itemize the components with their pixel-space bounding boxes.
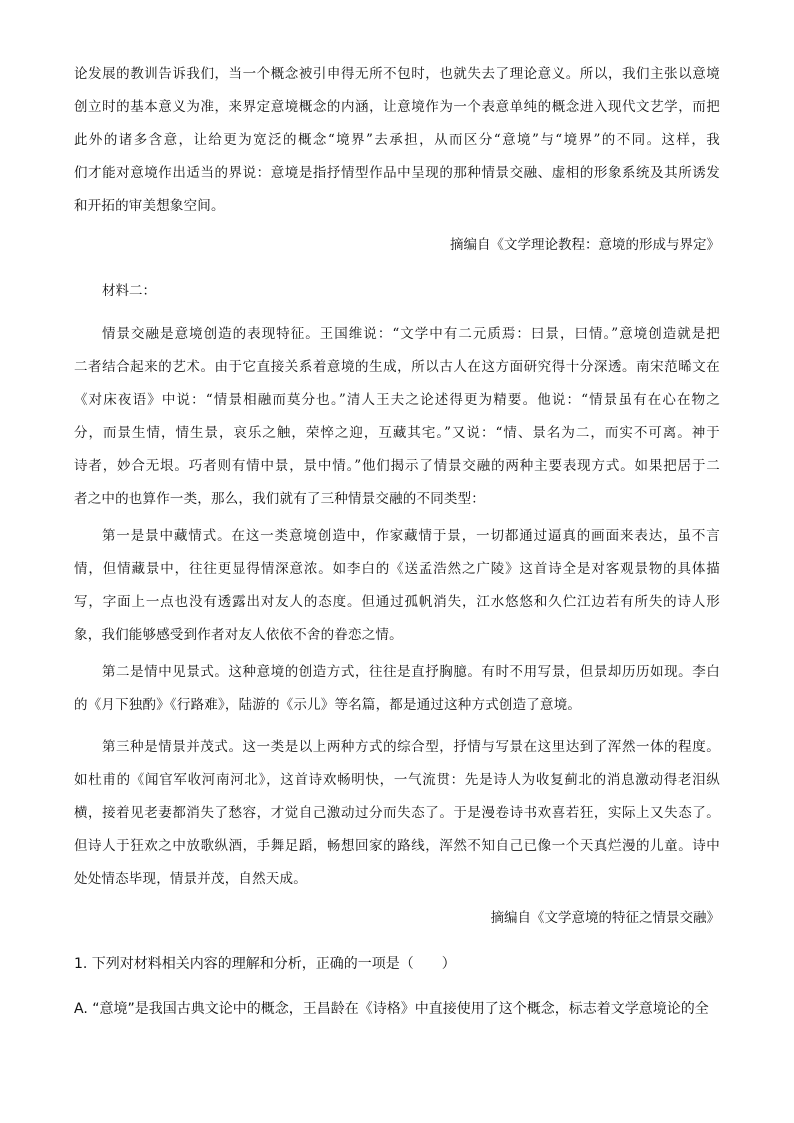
text-line: 者之中的也算作一类，那么，我们就有了三种情景交融的不同类型： [74,491,485,507]
source-citation-2: 摘编自《文学意境的特征之情景交融》 [490,910,720,926]
source-citation-1: 摘编自《文学理论教程：意境的形成与界定》 [450,237,720,253]
text-line: 横，接着见老妻都消失了愁容，才觉自己激动过分而失态了。于是漫卷诗书欢喜若狂，实际上又失态了。 [74,805,720,821]
material2-heading: 材料二： [102,283,156,299]
text-line: 写，字面上一点也没有透露出对友人的态度。但通过孤帆消失，江水悠悠和久伫江边若有所失的诗人形 [74,594,720,610]
paragraph-type2 [74,656,720,722]
text-line: 象，我们能够感受到作者对友人依依不舍的眷恋之情。 [74,627,403,643]
text-line: 但诗人于狂欢之中放歌纵酒，手舞足蹈，畅想回家的路线，浑然不知自己已像一个天真烂漫的儿童。诗中 [74,838,720,854]
text-line: 情，但情藏景中，往往更显得情深意浓。如李白的《送孟浩然之广陵》这首诗全是对客观景物的具体描 [74,561,720,577]
text-line: 分，而景生情，情生景，哀乐之触，荣悴之迎，互藏其宅。”又说：“情、景名为二，而实不可离。神于 [74,425,720,441]
text-line: 第三种是情景并茂式。这一类是以上两种方式的综合型，抒情与写景在这里达到了浑然一体的程度。 [102,739,720,755]
text-line: 第一是景中藏情式。在这一类意境创造中，作家藏情于景，一切都通过逼真的画面来表达，虽不言 [102,528,720,544]
text-line: 此外的诸多含意，让给更为宽泛的概念“境界”去承担，从而区分“意境”与“境界”的不同。这样，我 [74,132,720,148]
text-line: 们才能对意境作出适当的界说：意境是指抒情型作品中呈现的那种情景交融、虚相的形象系统及其所诱发 [74,165,720,181]
text-line: 诗者，妙合无垠。巧者则有情中景，景中情。”他们揭示了情景交融的两种主要表现方式。如果把居于二 [74,458,720,474]
paragraph-type1 [74,520,720,652]
question-1-option-a: A. “意境”是我国古典文论中的概念，王昌龄在《诗格》中直接使用了这个概念，标志着文学意境论的全 [74,1001,709,1017]
text-line: 论发展的教训告诉我们，当一个概念被引申得无所不包时，也就失去了理论意义。所以，我们主张以意境 [74,66,720,82]
text-line: 的《月下独酌》《行路难》，陆游的《示儿》等名篇，都是通过这种方式创造了意境。 [74,697,582,713]
paragraph-material1-end [74,58,720,223]
paragraph-material2-intro [74,318,720,516]
text-line: 第二是情中见景式。这种意境的创造方式，往往是直抒胸臆。有时不用写景，但景却历历如现。李白 [102,664,720,680]
text-line: 《对床夜语》中说：“情景相融而莫分也。”清人王夫之论述得更为精要。他说：“情景虽有在心在物之 [74,392,720,408]
text-line: 处处情态毕现，情景并茂，自然天成。 [74,871,307,887]
text-line: 情景交融是意境创造的表现特征。王国维说：“文学中有二元质焉：曰景，曰情。”意境创造就是把 [102,326,720,342]
paragraph-type3 [74,731,720,896]
question-1-stem: 1. 下列对材料相关内容的理解和分析，正确的一项是（ ） [74,956,456,972]
text-line: 创立时的基本意义为准，来界定意境概念的内涵，让意境作为一个表意单纯的概念进入现代文艺学，而把 [74,99,720,115]
text-line: 二者结合起来的艺术。由于它直接关系着意境的生成，所以古人在这方面研究得十分深透。南宋范晞文在 [74,359,720,375]
text-line: 和开拓的审美想象空间。 [74,198,225,214]
text-line: 如杜甫的《闻官军收河南河北》，这首诗欢畅明快，一气流贯：先是诗人为收复蓟北的消息激动得老泪纵 [74,772,720,788]
